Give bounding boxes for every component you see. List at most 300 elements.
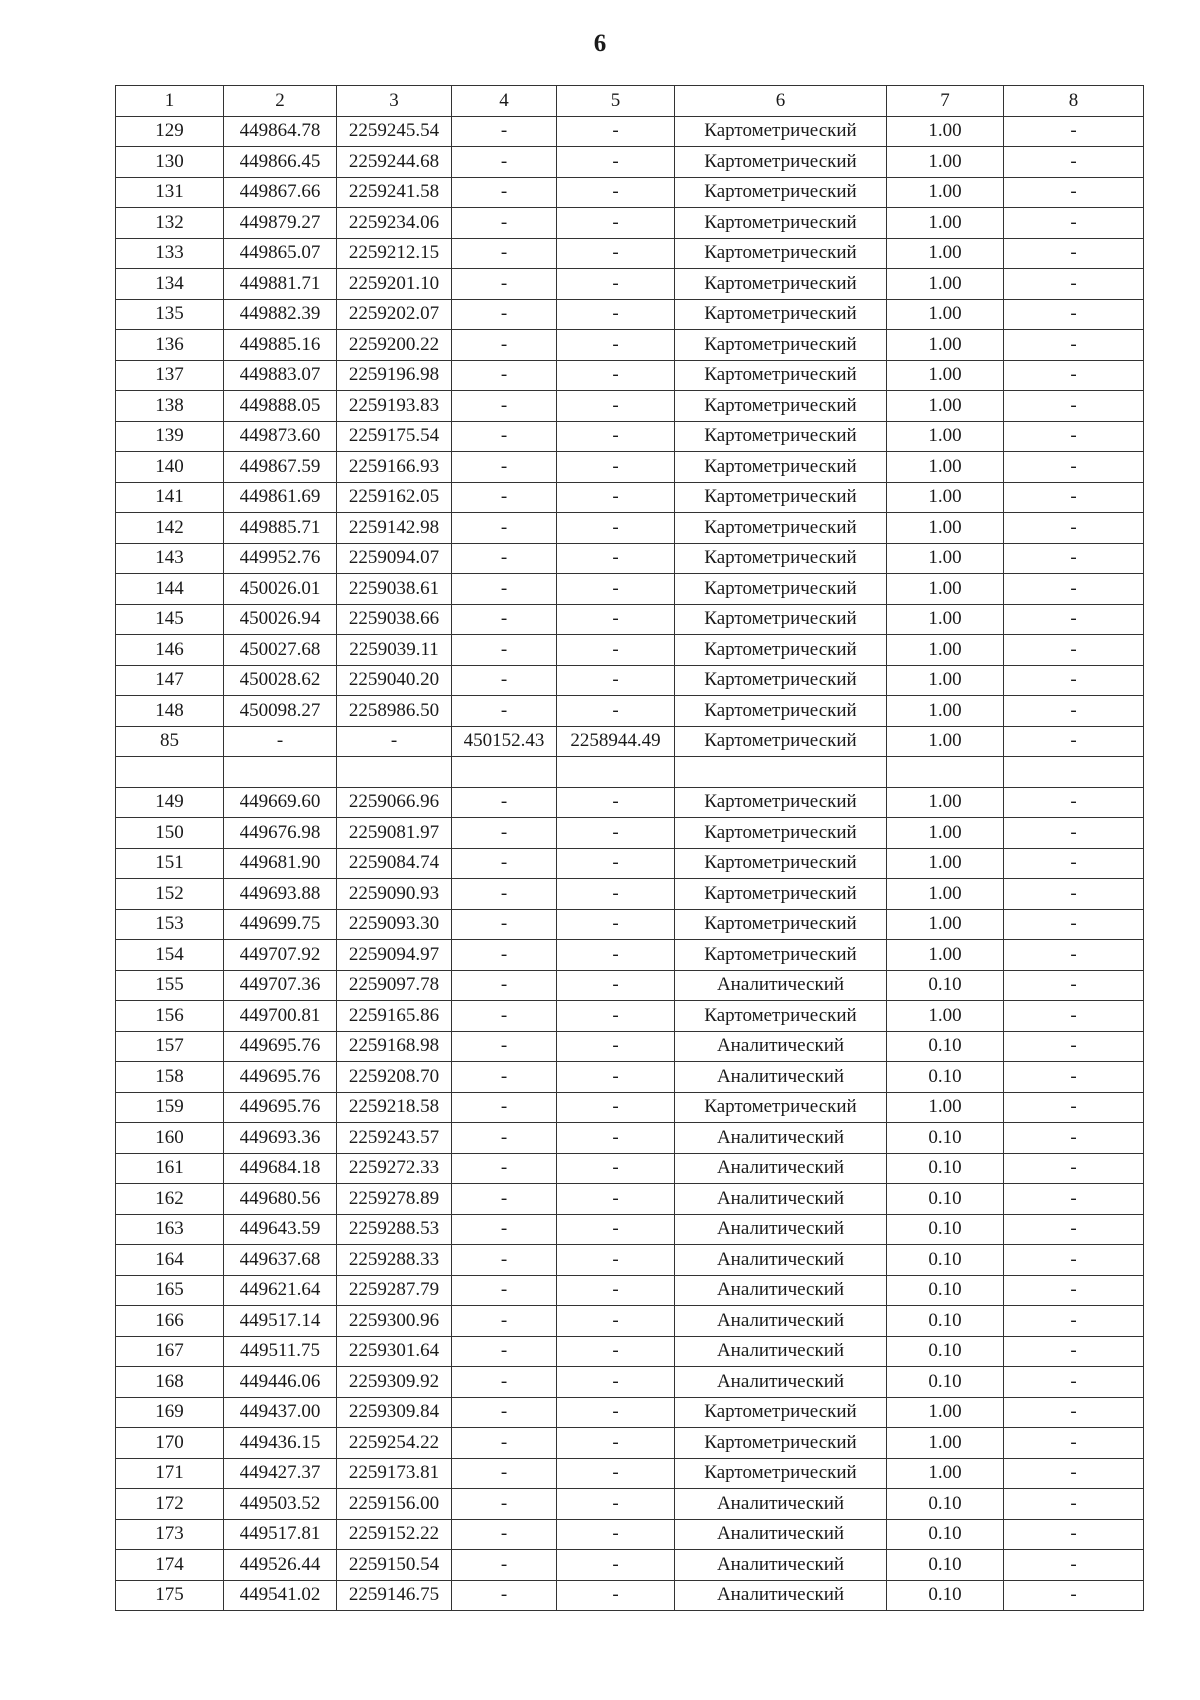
table-row — [116, 391, 1144, 422]
table-cell: - — [452, 848, 557, 879]
table-cell: - — [557, 1336, 675, 1367]
table-cell: 0.10 — [887, 1123, 1004, 1154]
table-cell: 2259201.10 — [337, 269, 452, 300]
table-row — [116, 543, 1144, 574]
table-cell: - — [452, 1123, 557, 1154]
column-header-5: 5 — [557, 86, 675, 117]
table-cell: 2259090.93 — [337, 879, 452, 910]
table-cell: - — [1004, 848, 1144, 879]
table-row — [116, 238, 1144, 269]
table-cell: - — [224, 726, 337, 757]
table-cell: - — [452, 635, 557, 666]
table-cell: 449864.78 — [224, 116, 337, 147]
table-cell: 0.10 — [887, 1214, 1004, 1245]
table-cell: Картометрический — [675, 635, 887, 666]
table-cell: - — [1004, 1519, 1144, 1550]
table-cell: - — [557, 1397, 675, 1428]
table-cell: - — [557, 391, 675, 422]
table-cell: - — [557, 1458, 675, 1489]
table-cell: 1.00 — [887, 421, 1004, 452]
table-cell: - — [557, 1184, 675, 1215]
table-cell: Картометрический — [675, 940, 887, 971]
table-cell: 158 — [116, 1062, 224, 1093]
table-cell: 449541.02 — [224, 1580, 337, 1611]
table-cell: 169 — [116, 1397, 224, 1428]
table-cell: Аналитический — [675, 970, 887, 1001]
table-row — [116, 1245, 1144, 1276]
table-cell: Картометрический — [675, 879, 887, 910]
table-cell: - — [452, 1153, 557, 1184]
table-cell: - — [452, 665, 557, 696]
table-cell: - — [1004, 360, 1144, 391]
table-cell: Картометрический — [675, 513, 887, 544]
table-cell: - — [557, 299, 675, 330]
table-cell: Картометрический — [675, 421, 887, 452]
table-cell: - — [1004, 635, 1144, 666]
table-row — [116, 330, 1144, 361]
table-cell: Картометрический — [675, 726, 887, 757]
table-cell: - — [557, 421, 675, 452]
table-cell: - — [452, 604, 557, 635]
table-cell: 2259038.66 — [337, 604, 452, 635]
table-cell: 1.00 — [887, 147, 1004, 178]
table-cell: 449436.15 — [224, 1428, 337, 1459]
table-cell: - — [1004, 543, 1144, 574]
table-row — [116, 1062, 1144, 1093]
table-row — [116, 604, 1144, 635]
table-cell: - — [452, 1550, 557, 1581]
table-cell: - — [452, 1245, 557, 1276]
table-cell: - — [452, 574, 557, 605]
table-row — [116, 848, 1144, 879]
table-cell: - — [337, 726, 452, 757]
table-cell: - — [557, 482, 675, 513]
table-cell: 2259218.58 — [337, 1092, 452, 1123]
table-cell: 2259168.98 — [337, 1031, 452, 1062]
table-cell: 1.00 — [887, 909, 1004, 940]
table-cell: - — [452, 1519, 557, 1550]
table-cell: - — [557, 940, 675, 971]
column-header-7: 7 — [887, 86, 1004, 117]
table-cell: - — [557, 543, 675, 574]
table-cell: - — [452, 147, 557, 178]
table-cell: Картометрический — [675, 787, 887, 818]
table-cell: 449952.76 — [224, 543, 337, 574]
table-cell: 161 — [116, 1153, 224, 1184]
table-cell: Аналитический — [675, 1306, 887, 1337]
table-cell: 449517.81 — [224, 1519, 337, 1550]
table-cell: 139 — [116, 421, 224, 452]
table-row — [116, 635, 1144, 666]
table-cell: 2259196.98 — [337, 360, 452, 391]
table-cell: 450026.94 — [224, 604, 337, 635]
table-cell: 168 — [116, 1367, 224, 1398]
table-cell: 1.00 — [887, 543, 1004, 574]
table-row — [116, 1031, 1144, 1062]
table-cell: 131 — [116, 177, 224, 208]
coordinates-table — [115, 85, 1144, 1611]
table-cell: - — [1004, 1367, 1144, 1398]
table-cell — [337, 757, 452, 788]
table-cell: 2258944.49 — [557, 726, 675, 757]
table-cell: - — [557, 452, 675, 483]
table-cell: - — [557, 787, 675, 818]
table-cell: - — [452, 360, 557, 391]
table-cell: - — [1004, 909, 1144, 940]
table-cell: - — [1004, 1062, 1144, 1093]
table-cell: - — [557, 1092, 675, 1123]
table-cell: 449885.16 — [224, 330, 337, 361]
table-cell: 449684.18 — [224, 1153, 337, 1184]
table-cell: 142 — [116, 513, 224, 544]
table-cell: Картометрический — [675, 269, 887, 300]
table-cell: 154 — [116, 940, 224, 971]
table-cell: - — [557, 604, 675, 635]
table-cell: 1.00 — [887, 1001, 1004, 1032]
column-header-4: 4 — [452, 86, 557, 117]
table-cell: 136 — [116, 330, 224, 361]
table-cell: 140 — [116, 452, 224, 483]
table-row — [116, 1367, 1144, 1398]
table-cell: 449437.00 — [224, 1397, 337, 1428]
table-cell — [116, 757, 224, 788]
table-cell: 2259202.07 — [337, 299, 452, 330]
table-cell: 138 — [116, 391, 224, 422]
table-cell: - — [1004, 177, 1144, 208]
table-row — [116, 482, 1144, 513]
table-cell: - — [557, 1519, 675, 1550]
table-row — [116, 1092, 1144, 1123]
table-cell: - — [1004, 482, 1144, 513]
table-cell: - — [1004, 513, 1144, 544]
table-cell: - — [452, 177, 557, 208]
table-cell: 0.10 — [887, 1336, 1004, 1367]
table-cell: 449873.60 — [224, 421, 337, 452]
table-cell: 449883.07 — [224, 360, 337, 391]
table-cell: - — [452, 940, 557, 971]
table-cell: 2259212.15 — [337, 238, 452, 269]
table-cell: - — [1004, 1550, 1144, 1581]
table-cell: Картометрический — [675, 330, 887, 361]
table-cell: 449866.45 — [224, 147, 337, 178]
table-cell: - — [557, 1123, 675, 1154]
table-row — [116, 513, 1144, 544]
table-cell: 2259066.96 — [337, 787, 452, 818]
table-cell: Картометрический — [675, 574, 887, 605]
table-cell: 449879.27 — [224, 208, 337, 239]
table-cell: - — [452, 116, 557, 147]
table-cell: - — [1004, 1184, 1144, 1215]
table-cell: 1.00 — [887, 1428, 1004, 1459]
table-cell: - — [452, 787, 557, 818]
table-cell: 449707.92 — [224, 940, 337, 971]
column-header-2: 2 — [224, 86, 337, 117]
table-cell: 2259245.54 — [337, 116, 452, 147]
table-cell: Картометрический — [675, 482, 887, 513]
table-cell: 2259152.22 — [337, 1519, 452, 1550]
table-cell: 0.10 — [887, 1062, 1004, 1093]
table-row — [116, 665, 1144, 696]
table-cell: 1.00 — [887, 1092, 1004, 1123]
table-cell: 2259081.97 — [337, 818, 452, 849]
table-cell: 2259300.96 — [337, 1306, 452, 1337]
table-cell: - — [557, 238, 675, 269]
table-cell: - — [1004, 1092, 1144, 1123]
table-body — [116, 116, 1144, 1611]
table-cell: 449680.56 — [224, 1184, 337, 1215]
table-row — [116, 696, 1144, 727]
table-cell: Аналитический — [675, 1367, 887, 1398]
table-cell: 2259142.98 — [337, 513, 452, 544]
table-cell: Аналитический — [675, 1275, 887, 1306]
table-cell: - — [452, 1214, 557, 1245]
table-cell: 2259287.79 — [337, 1275, 452, 1306]
column-header-6: 6 — [675, 86, 887, 117]
table-cell: 1.00 — [887, 208, 1004, 239]
column-header-8: 8 — [1004, 86, 1144, 117]
table-cell: - — [557, 1214, 675, 1245]
table-cell: 449511.75 — [224, 1336, 337, 1367]
table-cell: 0.10 — [887, 1580, 1004, 1611]
table-cell: 450098.27 — [224, 696, 337, 727]
table-cell: 0.10 — [887, 1489, 1004, 1520]
table-cell: Картометрический — [675, 116, 887, 147]
table-row — [116, 1580, 1144, 1611]
table-cell: 0.10 — [887, 970, 1004, 1001]
table-cell: - — [1004, 269, 1144, 300]
table-cell: 449503.52 — [224, 1489, 337, 1520]
table-cell: 449669.60 — [224, 787, 337, 818]
table-cell: - — [1004, 696, 1144, 727]
table-cell: 2259244.68 — [337, 147, 452, 178]
table-cell: Картометрический — [675, 238, 887, 269]
table-row — [116, 1123, 1144, 1154]
table-cell: 134 — [116, 269, 224, 300]
table-cell: - — [1004, 330, 1144, 361]
table-cell: 450152.43 — [452, 726, 557, 757]
table-cell: 145 — [116, 604, 224, 635]
table-cell: Картометрический — [675, 391, 887, 422]
table-cell: - — [452, 299, 557, 330]
table-cell: 2259094.07 — [337, 543, 452, 574]
table-cell: 2259084.74 — [337, 848, 452, 879]
table-cell: 160 — [116, 1123, 224, 1154]
table-cell: 135 — [116, 299, 224, 330]
table-cell: - — [557, 177, 675, 208]
table-cell: 1.00 — [887, 879, 1004, 910]
table-cell: 2259162.05 — [337, 482, 452, 513]
table-cell: 2259234.06 — [337, 208, 452, 239]
table-cell: 155 — [116, 970, 224, 1001]
table-cell: - — [452, 1428, 557, 1459]
table-cell: 1.00 — [887, 391, 1004, 422]
table-cell: 0.10 — [887, 1367, 1004, 1398]
table-cell: - — [1004, 970, 1144, 1001]
table-cell: 130 — [116, 147, 224, 178]
table-cell: 151 — [116, 848, 224, 879]
table-cell: 141 — [116, 482, 224, 513]
table-cell: 1.00 — [887, 818, 1004, 849]
table-cell: 144 — [116, 574, 224, 605]
table-cell: 173 — [116, 1519, 224, 1550]
table-cell: 1.00 — [887, 177, 1004, 208]
table-cell: - — [1004, 1031, 1144, 1062]
table-cell: - — [1004, 1245, 1144, 1276]
table-cell: - — [557, 208, 675, 239]
table-cell: - — [1004, 208, 1144, 239]
table-cell: - — [452, 330, 557, 361]
table-cell: 449526.44 — [224, 1550, 337, 1581]
table-cell: 2259208.70 — [337, 1062, 452, 1093]
table-cell: Картометрический — [675, 1458, 887, 1489]
table-cell: 2259038.61 — [337, 574, 452, 605]
table-cell: 157 — [116, 1031, 224, 1062]
table-cell: 449695.76 — [224, 1062, 337, 1093]
table-cell: - — [452, 1092, 557, 1123]
table-cell: - — [1004, 147, 1144, 178]
table-cell: - — [1004, 665, 1144, 696]
page-number: 6 — [593, 30, 607, 57]
table-cell: - — [557, 1550, 675, 1581]
table-cell: Аналитический — [675, 1550, 887, 1581]
table-cell: - — [452, 1397, 557, 1428]
table-row — [116, 1214, 1144, 1245]
table-cell: - — [1004, 1397, 1144, 1428]
table-row — [116, 299, 1144, 330]
table-cell: Картометрический — [675, 1092, 887, 1123]
table-cell: - — [452, 1458, 557, 1489]
table-cell: 1.00 — [887, 604, 1004, 635]
table-cell: - — [452, 879, 557, 910]
table-cell: Картометрический — [675, 696, 887, 727]
table-cell: Картометрический — [675, 208, 887, 239]
table-cell: 2259241.58 — [337, 177, 452, 208]
table-cell: 133 — [116, 238, 224, 269]
table-cell: Аналитический — [675, 1336, 887, 1367]
table-cell: - — [1004, 1580, 1144, 1611]
table-cell: 153 — [116, 909, 224, 940]
table-cell: - — [557, 360, 675, 391]
table-cell: - — [1004, 1428, 1144, 1459]
table-cell: - — [557, 1153, 675, 1184]
table-cell: - — [1004, 604, 1144, 635]
table-cell: - — [557, 818, 675, 849]
table-cell: 2259039.11 — [337, 635, 452, 666]
table-row — [116, 1397, 1144, 1428]
table-cell: 0.10 — [887, 1153, 1004, 1184]
table-row — [116, 1519, 1144, 1550]
table-cell: 2259309.84 — [337, 1397, 452, 1428]
table-cell: - — [452, 1031, 557, 1062]
table-cell — [887, 757, 1004, 788]
table-row — [116, 1275, 1144, 1306]
table-cell: Картометрический — [675, 665, 887, 696]
table-row — [116, 1489, 1144, 1520]
table-cell: 1.00 — [887, 940, 1004, 971]
table-cell: 162 — [116, 1184, 224, 1215]
table-row — [116, 726, 1144, 757]
table-cell — [452, 757, 557, 788]
table-cell: - — [557, 1031, 675, 1062]
table-cell: Картометрический — [675, 1397, 887, 1428]
table-cell: - — [1004, 1123, 1144, 1154]
table-cell: 2259193.83 — [337, 391, 452, 422]
table-cell: Картометрический — [675, 1428, 887, 1459]
table-cell: 137 — [116, 360, 224, 391]
table-cell: Картометрический — [675, 909, 887, 940]
table-cell: - — [557, 635, 675, 666]
table-cell: 152 — [116, 879, 224, 910]
table-cell: 1.00 — [887, 574, 1004, 605]
table-cell: 449676.98 — [224, 818, 337, 849]
table-cell — [1004, 757, 1144, 788]
table-row — [116, 940, 1144, 971]
table-cell: 148 — [116, 696, 224, 727]
table-cell: Аналитический — [675, 1245, 887, 1276]
table-cell: - — [557, 574, 675, 605]
table-cell: - — [557, 269, 675, 300]
table-cell: 1.00 — [887, 482, 1004, 513]
table-cell: - — [1004, 421, 1144, 452]
table-cell: 85 — [116, 726, 224, 757]
table-cell: Аналитический — [675, 1214, 887, 1245]
table-cell: - — [452, 1367, 557, 1398]
table-cell: 1.00 — [887, 116, 1004, 147]
table-cell: 2259165.86 — [337, 1001, 452, 1032]
table-row — [116, 208, 1144, 239]
table-cell: Картометрический — [675, 848, 887, 879]
table-cell: 2258986.50 — [337, 696, 452, 727]
table-cell: 159 — [116, 1092, 224, 1123]
column-header-3: 3 — [337, 86, 452, 117]
table-cell: 149 — [116, 787, 224, 818]
table-cell: - — [557, 1245, 675, 1276]
table-cell: 449881.71 — [224, 269, 337, 300]
table-cell: Картометрический — [675, 177, 887, 208]
table-cell: 2259097.78 — [337, 970, 452, 1001]
table-cell: 146 — [116, 635, 224, 666]
table-cell: Аналитический — [675, 1153, 887, 1184]
table-cell: Картометрический — [675, 299, 887, 330]
table-cell: 143 — [116, 543, 224, 574]
table-row — [116, 1306, 1144, 1337]
table-cell: 449637.68 — [224, 1245, 337, 1276]
table-cell: Аналитический — [675, 1519, 887, 1550]
table-cell: - — [557, 330, 675, 361]
table-row — [116, 147, 1144, 178]
table-cell: 2259278.89 — [337, 1184, 452, 1215]
table-cell: 2259093.30 — [337, 909, 452, 940]
table-cell: 1.00 — [887, 635, 1004, 666]
table-cell: 449882.39 — [224, 299, 337, 330]
table-cell: - — [557, 116, 675, 147]
table-cell — [557, 757, 675, 788]
table-cell: 2259146.75 — [337, 1580, 452, 1611]
table-row — [116, 452, 1144, 483]
table-row — [116, 909, 1144, 940]
table-cell: 147 — [116, 665, 224, 696]
table-cell: 2259150.54 — [337, 1550, 452, 1581]
table-cell: 2259175.54 — [337, 421, 452, 452]
table-cell: 2259156.00 — [337, 1489, 452, 1520]
table-row — [116, 360, 1144, 391]
table-cell: 129 — [116, 116, 224, 147]
table-cell: 1.00 — [887, 665, 1004, 696]
table-cell: - — [557, 848, 675, 879]
table-row — [116, 177, 1144, 208]
table-cell: 1.00 — [887, 330, 1004, 361]
table-cell: 1.00 — [887, 787, 1004, 818]
